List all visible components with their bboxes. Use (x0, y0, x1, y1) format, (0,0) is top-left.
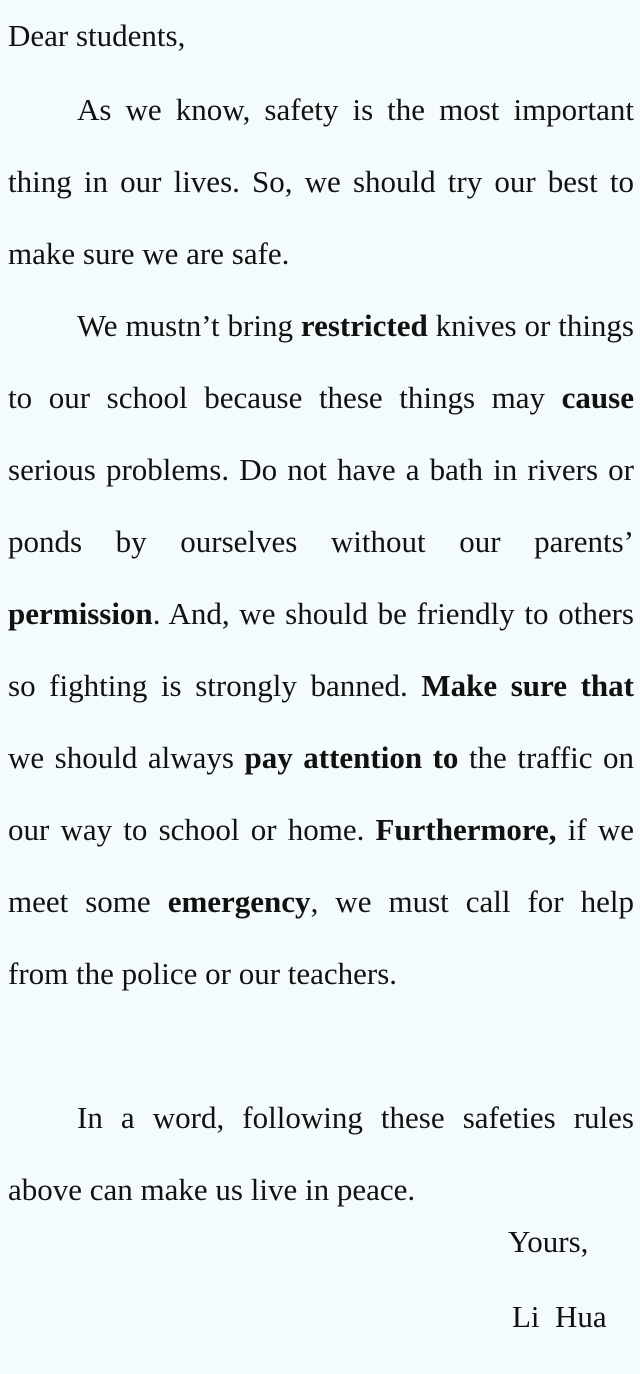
paragraph-2-text-2: knives or things to our school because these things may (8, 308, 634, 415)
closing: Yours, (508, 1224, 589, 1259)
paragraph-3: In a word, following these safeties rules above can make us live in peace. (8, 1100, 634, 1207)
paragraph-2-text-3: serious problems. Do not have a bath in rivers or ponds by ourselves without our parents’ (8, 452, 634, 559)
paragraph-2-text-5: we should always (8, 740, 245, 775)
paragraph-1: As we know, safety is the most important thing in our lives. So, we should try our best to make sure we are safe. (8, 92, 634, 271)
bold-pay-attention-to: pay attention to (244, 740, 459, 775)
bold-furthermore: Furthermore, (375, 812, 557, 847)
paragraph-2-text-8: , we must call for help from the police or our teachers. (8, 884, 635, 991)
paragraph-2 (8, 290, 634, 1010)
bold-restricted: restricted (300, 308, 428, 343)
bold-cause: cause (561, 380, 634, 415)
salutation: Dear students, (8, 18, 186, 53)
bold-permission: permission (8, 596, 153, 631)
bold-emergency: emergency (167, 884, 311, 919)
bold-make-sure-that: Make sure that (421, 668, 634, 703)
signature: Li Hua (512, 1299, 607, 1334)
paragraph-2-text-7: if we meet some (8, 812, 634, 919)
paragraph-2-text-1: We mustn’t bring (77, 308, 301, 343)
paragraph-2-text-6: the traffic on our way to school or home. (8, 740, 635, 847)
paragraph-2-text-4: . And, we should be friendly to others so fighting is strongly banned. (8, 596, 634, 703)
